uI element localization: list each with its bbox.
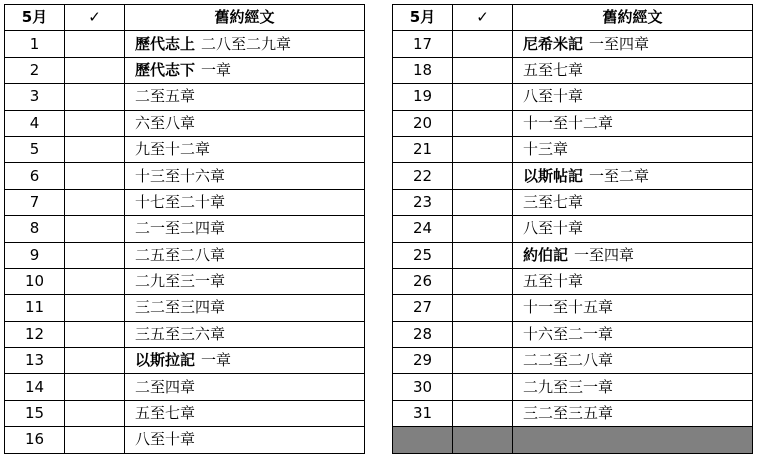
day-cell: 4	[5, 110, 65, 136]
reading-table-right	[392, 4, 753, 454]
check-cell[interactable]	[65, 348, 125, 374]
reading-cell	[513, 216, 753, 242]
check-cell[interactable]	[453, 400, 513, 426]
reading-cell	[513, 189, 753, 215]
reading-cell	[513, 110, 753, 136]
table-row	[393, 400, 753, 426]
chapter-range: 十一至十五章	[523, 298, 614, 317]
check-cell[interactable]	[453, 295, 513, 321]
day-cell: 16	[5, 427, 65, 453]
table-row	[393, 321, 753, 347]
month-header: 5月	[393, 5, 453, 31]
check-cell[interactable]	[65, 374, 125, 400]
table-row	[5, 136, 365, 162]
check-cell[interactable]	[453, 163, 513, 189]
chapter-range: 一章	[201, 351, 232, 370]
book-name: 以斯拉記	[135, 351, 196, 370]
reading-cell	[513, 400, 753, 426]
day-cell: 10	[5, 268, 65, 294]
table-row	[393, 268, 753, 294]
chapter-range: 八至十章	[523, 87, 584, 106]
table-row	[5, 374, 365, 400]
table-row	[5, 295, 365, 321]
chapter-range: 三二至三四章	[135, 298, 226, 317]
chapter-range: 一至二章	[589, 166, 650, 185]
month-header: 5月	[5, 5, 65, 31]
reading-cell	[513, 31, 753, 57]
reading-cell	[125, 84, 365, 110]
reading-cell	[125, 216, 365, 242]
check-cell[interactable]	[453, 110, 513, 136]
day-cell: 21	[393, 136, 453, 162]
reading-cell	[513, 242, 753, 268]
day-cell: 27	[393, 295, 453, 321]
reading-cell	[513, 163, 753, 189]
day-cell: 20	[393, 110, 453, 136]
reading-cell	[125, 374, 365, 400]
day-cell: 8	[5, 216, 65, 242]
table-row	[5, 189, 365, 215]
reading-cell	[125, 110, 365, 136]
reading-table-left	[4, 4, 365, 454]
check-cell[interactable]	[453, 31, 513, 57]
chapter-range: 十六至二一章	[523, 324, 614, 343]
check-cell[interactable]	[65, 268, 125, 294]
title-header: 舊約經文	[513, 5, 753, 31]
chapter-range: 五至十章	[523, 272, 584, 291]
table-row	[5, 31, 365, 57]
table-row	[5, 57, 365, 83]
table-row	[393, 216, 753, 242]
chapter-range: 九至十二章	[135, 140, 211, 159]
check-cell[interactable]	[65, 163, 125, 189]
book-name: 歷代志上	[135, 34, 196, 53]
day-cell: 19	[393, 84, 453, 110]
check-cell[interactable]	[65, 242, 125, 268]
chapter-range: 十三章	[523, 140, 569, 159]
table-row	[393, 295, 753, 321]
table-row	[5, 321, 365, 347]
chapter-range: 二八至二九章	[201, 34, 292, 53]
chapter-range: 一至四章	[589, 34, 650, 53]
filler-row	[393, 427, 753, 453]
reading-cell	[513, 321, 753, 347]
check-cell[interactable]	[65, 295, 125, 321]
day-cell: 24	[393, 216, 453, 242]
day-cell: 15	[5, 400, 65, 426]
check-cell[interactable]	[65, 216, 125, 242]
reading-cell	[513, 374, 753, 400]
chapter-range: 二至五章	[135, 87, 196, 106]
check-cell[interactable]	[453, 242, 513, 268]
table-row	[393, 110, 753, 136]
reading-cell	[125, 57, 365, 83]
reading-cell	[513, 295, 753, 321]
day-cell: 25	[393, 242, 453, 268]
reading-cell	[125, 268, 365, 294]
day-cell: 2	[5, 57, 65, 83]
table-row	[5, 242, 365, 268]
table-row	[393, 163, 753, 189]
table-row	[5, 400, 365, 426]
reading-cell	[125, 295, 365, 321]
check-cell[interactable]	[65, 57, 125, 83]
table-row	[5, 216, 365, 242]
day-cell: 29	[393, 348, 453, 374]
header-row	[393, 5, 753, 31]
check-cell[interactable]	[453, 374, 513, 400]
book-name: 歷代志下	[135, 60, 196, 79]
table-row	[5, 84, 365, 110]
table-row	[5, 427, 365, 453]
title-header: 舊約經文	[125, 5, 365, 31]
table-row	[393, 31, 753, 57]
reading-cell	[125, 400, 365, 426]
day-cell: 7	[5, 189, 65, 215]
day-cell: 6	[5, 163, 65, 189]
chapter-range: 六至八章	[135, 113, 196, 132]
reading-cell	[125, 136, 365, 162]
check-cell[interactable]	[65, 110, 125, 136]
check-header: ✓	[65, 5, 125, 31]
day-cell: 5	[5, 136, 65, 162]
filler-cell	[393, 427, 453, 453]
table-row	[393, 348, 753, 374]
reading-cell	[125, 242, 365, 268]
book-name: 尼希米記	[523, 34, 584, 53]
chapter-range: 一至四章	[574, 245, 635, 264]
chapter-range: 二至四章	[135, 377, 196, 396]
chapter-range: 八至十章	[523, 219, 584, 238]
chapter-range: 八至十章	[135, 430, 196, 449]
chapter-range: 三二至三五章	[523, 404, 614, 423]
day-cell: 23	[393, 189, 453, 215]
check-cell[interactable]	[453, 136, 513, 162]
check-cell[interactable]	[65, 84, 125, 110]
day-cell: 26	[393, 268, 453, 294]
reading-cell	[125, 321, 365, 347]
reading-cell	[125, 348, 365, 374]
day-cell: 13	[5, 348, 65, 374]
chapter-range: 十七至二十章	[135, 192, 226, 211]
book-name: 以斯帖記	[523, 166, 584, 185]
chapter-range: 一章	[201, 60, 232, 79]
check-cell[interactable]	[65, 136, 125, 162]
chapter-range: 二五至二八章	[135, 245, 226, 264]
chapter-range: 二九至三一章	[523, 377, 614, 396]
reading-cell	[513, 57, 753, 83]
reading-cell	[513, 136, 753, 162]
check-cell[interactable]	[453, 189, 513, 215]
day-cell: 22	[393, 163, 453, 189]
chapter-range: 十三至十六章	[135, 166, 226, 185]
table-row	[5, 268, 365, 294]
header-row	[5, 5, 365, 31]
day-cell: 11	[5, 295, 65, 321]
table-row	[5, 163, 365, 189]
check-cell[interactable]	[65, 31, 125, 57]
reading-cell	[125, 163, 365, 189]
table-row	[393, 136, 753, 162]
day-cell: 28	[393, 321, 453, 347]
table-row	[393, 57, 753, 83]
day-cell: 3	[5, 84, 65, 110]
filler-cell	[453, 427, 513, 453]
reading-cell	[513, 268, 753, 294]
filler-cell	[513, 427, 753, 453]
chapter-range: 三五至三六章	[135, 324, 226, 343]
reading-cell	[513, 348, 753, 374]
day-cell: 14	[5, 374, 65, 400]
chapter-range: 三至七章	[523, 192, 584, 211]
chapter-range: 二二至二八章	[523, 351, 614, 370]
check-header: ✓	[453, 5, 513, 31]
table-row	[393, 374, 753, 400]
reading-cell	[513, 84, 753, 110]
check-cell[interactable]	[453, 84, 513, 110]
day-cell: 1	[5, 31, 65, 57]
chapter-range: 五至七章	[523, 60, 584, 79]
table-row	[393, 242, 753, 268]
day-cell: 9	[5, 242, 65, 268]
day-cell: 30	[393, 374, 453, 400]
chapter-range: 二一至二四章	[135, 219, 226, 238]
check-cell[interactable]	[453, 268, 513, 294]
check-cell[interactable]	[453, 57, 513, 83]
reading-cell	[125, 189, 365, 215]
day-cell: 31	[393, 400, 453, 426]
table-row	[5, 110, 365, 136]
check-cell[interactable]	[453, 321, 513, 347]
reading-cell	[125, 427, 365, 453]
check-cell[interactable]	[65, 400, 125, 426]
chapter-range: 二九至三一章	[135, 272, 226, 291]
reading-cell	[125, 31, 365, 57]
book-name: 約伯記	[523, 245, 569, 264]
check-cell[interactable]	[453, 216, 513, 242]
day-cell: 12	[5, 321, 65, 347]
chapter-range: 十一至十二章	[523, 113, 614, 132]
chapter-range: 五至七章	[135, 404, 196, 423]
table-row	[5, 348, 365, 374]
check-cell[interactable]	[65, 427, 125, 453]
day-cell: 17	[393, 31, 453, 57]
check-cell[interactable]	[453, 348, 513, 374]
table-row	[393, 84, 753, 110]
check-cell[interactable]	[65, 321, 125, 347]
table-row	[393, 189, 753, 215]
check-cell[interactable]	[65, 189, 125, 215]
day-cell: 18	[393, 57, 453, 83]
